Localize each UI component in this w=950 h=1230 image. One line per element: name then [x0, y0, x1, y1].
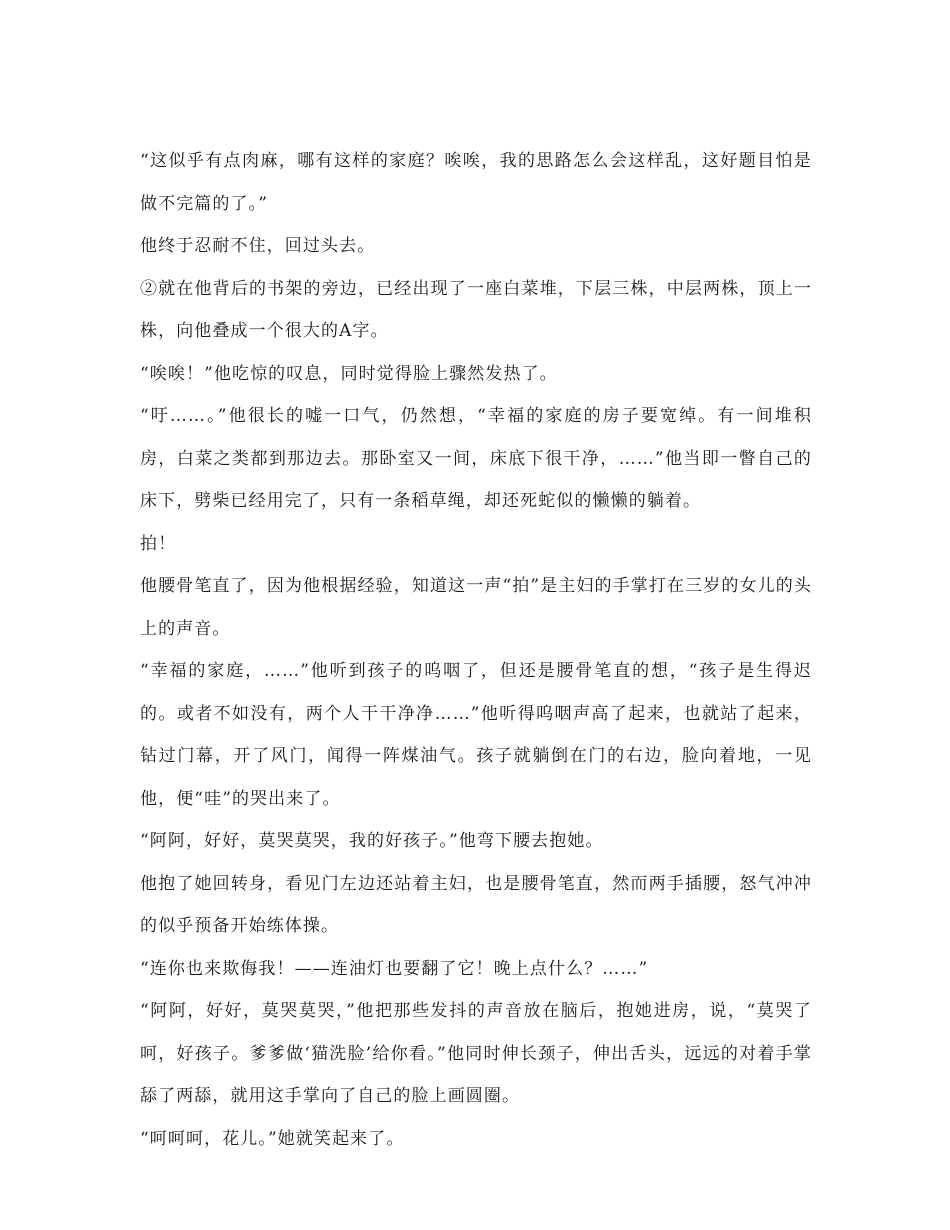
paragraph-1: “这似乎有点肉麻，哪有这样的家庭？唉唉，我的思路怎么会这样乱，这好题目怕是做不完篇的了。” [140, 151, 812, 214]
paragraph-13: “呵呵呵，花儿。”她就笑起来了。 [140, 1128, 405, 1149]
paragraph-11: “连你也来欺侮我！——连油灯也要翻了它！晚上点什么？……” [140, 958, 649, 979]
paragraph-3: ②就在他背后的书架的旁边，已经出现了一座白菜堆，下层三株，中层两株，顶上一株，向他叠成一个很大的A字。 [140, 278, 812, 341]
paragraph-9: “阿阿，好好，莫哭莫哭，我的好孩子。”他弯下腰去抱她。 [140, 831, 604, 851]
paragraph-5: “吁……。”他很长的嘘一口气，仍然想，“幸福的家庭的房子要宽绰。有一间堆积房，白菜之类都到那边去。那卧室又一间，床底下很干净，……”他当即一瞥自己的床下，劈柴已经用完了，只有一条稻草绳，却还死蛇似的懒懒的躺着。 [140, 406, 812, 511]
paragraph-10: 他抱了她回转身，看见门左边还站着主妇，也是腰骨笔直，然而两手插腰，怒气冲冲的似乎预备开始练体操。 [140, 873, 812, 936]
paragraph-12: “阿阿，好好，莫哭莫哭，”他把那些发抖的声音放在脑后，抱她进房，说，“莫哭了呵，好孩子。爹爹做‘猫洗脸’给你看。”他同时伸长颈子，伸出舌头，远远的对着手掌舔了两舔，就用这手掌向了自己的脸上画圆圈。 [140, 1001, 812, 1106]
paragraph-2: 他终于忍耐不住，回过头去。 [140, 236, 376, 256]
paragraph-6: 拍！ [140, 533, 177, 554]
paragraph-4: “唉唉！”他吃惊的叹息，同时觉得脸上骤然发热了。 [140, 363, 558, 384]
document-body [140, 140, 812, 1160]
paragraph-8: “幸福的家庭，……”他听到孩子的呜咽了，但还是腰骨笔直的想，“孩子是生得迟的。或者不如没有，两个人干干净净……”他听得呜咽声高了起来，也就站了起来，钻过门幕，开了风门，闻得一阵煤油气。孩子就躺倒在门的右边，脸向着地，一见他，便“哇”的哭出来了。 [140, 661, 812, 809]
paragraph-7: 他腰骨笔直了，因为他根据经验，知道这一声“拍”是主妇的手掌打在三岁的女儿的头上的声音。 [140, 576, 812, 639]
